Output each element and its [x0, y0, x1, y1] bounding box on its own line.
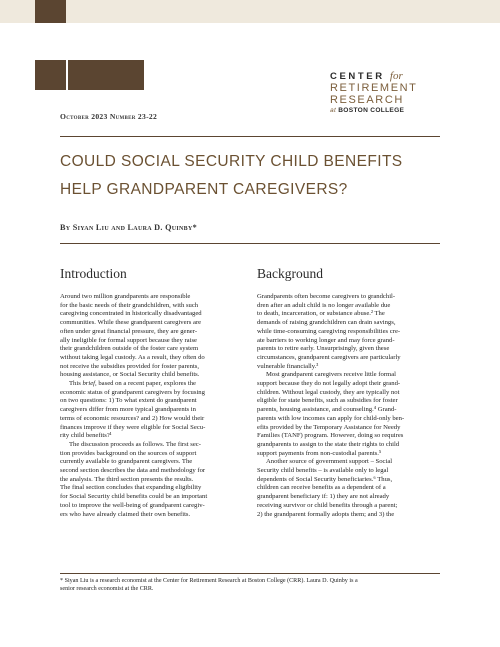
text-line: caregivers differ from more typical grandparents in	[60, 406, 196, 414]
text-line: economic status of grandparent caregivers by focusing	[60, 388, 205, 396]
text-line: their grandchildren outside of the foster care system	[60, 345, 199, 353]
text-line: while time-consuming caregiving responsibilities cre-	[257, 327, 401, 335]
decorative-block-small	[35, 60, 66, 90]
heading-introduction: Introduction	[60, 266, 127, 281]
text-line: caregiving concentrated in historically disadvantaged	[60, 310, 202, 318]
text-line: vulnerable financially.³	[257, 362, 319, 370]
text-fragment: This	[69, 380, 83, 388]
background-paragraph-1	[257, 293, 440, 371]
logo-bc-word: BOSTON COLLEGE	[338, 107, 405, 114]
intro-paragraph-2-cont	[60, 389, 243, 441]
text-line: eligible for state benefits, such as subsidies for foster	[257, 397, 398, 405]
text-line: 2) the grandparent formally adopts them; and 3) the	[257, 510, 395, 518]
page-title	[60, 148, 450, 204]
background-paragraph-3	[257, 458, 440, 519]
text-line: not receive the subsidies provided for foster parents,	[60, 362, 200, 370]
logo-line-center	[330, 70, 460, 82]
heading-background: Background	[257, 266, 323, 281]
divider-mid	[60, 243, 440, 244]
text-line: children can receive benefits as a dependent of a	[257, 484, 386, 492]
text-fragment: , based on a recent paper, explores the	[95, 380, 196, 388]
background-column	[257, 293, 440, 519]
intro-paragraph-3	[60, 441, 243, 519]
title-line-1: COULD SOCIAL SECURITY CHILD BENEFITS	[60, 153, 403, 170]
text-line: dependents of Social Security beneficiaries.⁶ Thus,	[257, 475, 393, 483]
text-line: communities. While these grandparent caregivers are	[60, 319, 202, 327]
logo-at-word: at	[330, 107, 337, 114]
logo-line-boston-college	[330, 107, 460, 114]
text-line: for the basic needs of their grandchildren, with such	[60, 301, 199, 309]
text-line	[69, 380, 196, 387]
logo-line-research: RESEARCH	[330, 94, 404, 106]
title-line-2: HELP GRANDPARENT CAREGIVERS?	[60, 181, 348, 198]
intro-paragraph-2	[60, 380, 243, 389]
text-line: demands of raising grandchildren can drain savings,	[257, 319, 396, 327]
text-line: rity child benefits?¹	[60, 432, 112, 440]
logo-line-retirement: RETIREMENT	[330, 82, 418, 94]
author-footnote	[60, 577, 440, 593]
text-line: terms of economic resources? and 2) How would their	[60, 414, 205, 422]
text-line: receiving survivor or child benefits through a parent;	[257, 501, 398, 509]
text-line: without taking legal custody. As a result, they often do	[60, 353, 205, 361]
text-line: Around two million grandparents are responsible	[60, 293, 191, 300]
text-line: grandparents to assign to the state their rights to child	[257, 440, 400, 448]
logo-center-word: CENTER	[330, 71, 385, 82]
divider-top	[60, 136, 440, 137]
text-line: support payments from non-custodial parents.⁵	[257, 449, 382, 457]
text-line: parents, housing assistance, and counseling.⁴ Grand-	[257, 406, 397, 414]
text-line: ally ineligible for formal support because they raise	[60, 336, 198, 344]
text-line: The discussion proceeds as follows. The first sec-	[69, 440, 201, 448]
text-line: tion provides background on the sources of support	[60, 449, 197, 457]
footnote-line: * Siyan Liu is a research economist at the Center for Retirement Research at Boston College (CRR). Laura D. Quinby is a	[60, 578, 358, 584]
text-line: on two questions: 1) To what extent do grandparent	[60, 397, 197, 405]
text-line: ate barriers to working longer and may force grand-	[257, 336, 395, 344]
footnote-divider	[60, 573, 440, 574]
header-accent-strip	[35, 0, 66, 23]
introduction-column	[60, 293, 243, 519]
text-line: Families (TANF) program. However, doing so requires	[257, 432, 404, 440]
text-line: children. Without legal custody, they are typically not	[257, 388, 400, 396]
text-line: to death, incarceration, or substance abuse.² The	[257, 310, 385, 318]
logo-for-word: for	[389, 70, 403, 82]
text-line: currently available to grandparent caregivers. The	[60, 458, 193, 466]
text-line: Security child benefits – is available only to legal	[257, 467, 389, 475]
decorative-block-wide	[68, 60, 144, 90]
text-line: finances improve if they were eligible for Social Secu-	[60, 423, 206, 431]
issue-date-number: October 2023 Number 23-22	[60, 112, 158, 121]
text-line: grandparent beneficiary if: 1) they are not already	[257, 493, 390, 501]
background-paragraph-2	[257, 371, 440, 458]
text-line: second section describes the data and methodology for	[60, 467, 206, 475]
intro-paragraph-1	[60, 293, 243, 380]
footnote-line: senior research economist at the CRR.	[60, 586, 154, 592]
text-line: parents to retire early. Unsurprisingly, given these	[257, 345, 390, 353]
text-line: dren after an adult child is no longer available due	[257, 301, 391, 309]
text-line: ers who have already claimed their own benefits.	[60, 510, 191, 518]
text-line: parents with low incomes can apply for child-only ben-	[257, 414, 405, 422]
authors-byline: By Siyan Liu and Laura D. Quinby*	[60, 223, 197, 232]
text-line: Another source of government support – Social	[266, 458, 393, 466]
text-line: often under great financial pressure, they are gener-	[60, 327, 198, 335]
text-line: tool to improve the well-being of grandparent caregiv-	[60, 501, 205, 509]
text-line: support because they do not legally adopt their grand-	[257, 380, 401, 388]
text-line: Most grandparent caregivers receive little formal	[266, 371, 396, 379]
text-line: The final section concludes that expanding eligibility	[60, 484, 202, 492]
crr-logo	[330, 70, 460, 114]
text-line: Grandparents often become caregivers to grandchil-	[257, 293, 396, 300]
text-line: circumstances, grandparent caregivers are particularly	[257, 353, 401, 361]
header-band	[0, 0, 500, 23]
text-fragment-italic: brief	[82, 380, 96, 388]
text-line: for Social Security child benefits could be an important	[60, 493, 208, 501]
text-line: housing assistance, or Social Security child benefits.	[60, 371, 200, 379]
text-line: the analysis. The third section presents the results.	[60, 475, 194, 483]
text-line: efits provided by the Temporary Assistance for Needy	[257, 423, 401, 431]
